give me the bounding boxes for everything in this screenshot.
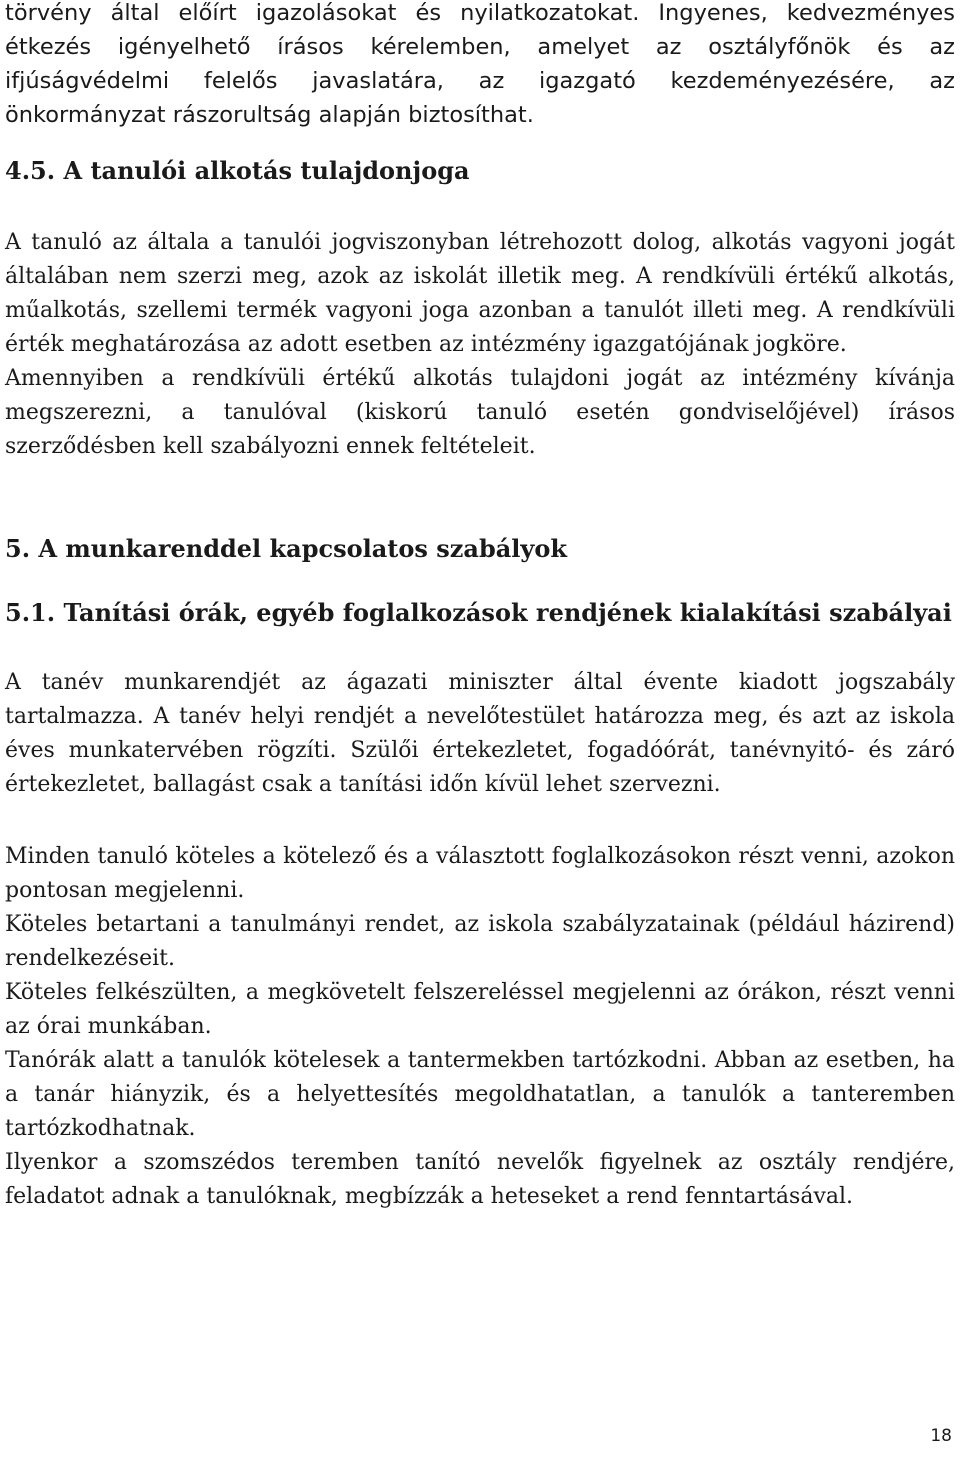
heading-5-1: 5.1. Tanítási órák, egyéb foglalkozások rendjének kialakítási szabályai	[5, 598, 952, 627]
paragraph-classroom-presence: Tanórák alatt a tanulók kötelesek a tantermekben tartózkodni. Abban az esetben, ha a tanár hiányzik, és a helyettesítés megoldhatatlan, a tanulók a tanteremben tartózkodhatnak.	[5, 1048, 955, 1141]
paragraph-study-rules: Köteles betartani a tanulmányi rendet, az iskola szabályzatainak (például házirend) rendelkezéseit.	[5, 912, 955, 971]
paragraph-ownership-contract: Amennyiben a rendkívüli értékű alkotás tulajdoni jogát az intézmény kívánja megszerezni, a tanulóval (kiskorú tanuló esetén gondviselőjével) írásos szerződésben kell szabályozni ennek feltételeit.	[5, 366, 955, 459]
page-number: 18	[930, 1426, 952, 1446]
paragraph-free-meals: törvény által előírt igazolásokat és nyilatkozatokat. Ingyenes, kedvezményes étkezés igényelhető írásos kérelemben, amelyet az osztályfőnök és az ifjúságvédelmi felelős javaslatára, az igazgató kezdeményezésére, az önkormányzat rászorultság alapján biztosíthat.	[5, 0, 955, 128]
heading-4-5: 4.5. A tanulói alkotás tulajdonjoga	[5, 156, 470, 185]
paragraph-student-work-rights: A tanuló az általa a tanulói jogviszonyban létrehozott dolog, alkotás vagyoni jogát általában nem szerzi meg, azok az iskolát illetik meg. A rendkívüli értékű alkotás, műalkotás, szellemi termék vagyoni joga azonban a tanulót illeti meg. A rendkívüli érték meghatározása az adott esetben az intézmény igazgatójának jogköre.	[5, 230, 955, 357]
paragraph-preparedness: Köteles felkészülten, a megkövetelt felszereléssel megjelenni az órákon, részt venni az órai munkában.	[5, 980, 955, 1039]
paragraph-neighbor-supervision: Ilyenkor a szomszédos teremben tanító nevelők figyelnek az osztály rendjére, feladatot adnak a tanulóknak, megbízzák a heteseket a rend fenntartásával.	[5, 1150, 955, 1209]
paragraph-school-year-schedule: A tanév munkarendjét az ágazati miniszter által évente kiadott jogszabály tartalmazza. A tanév helyi rendjét a nevelőtestület határozza meg, és azt az iskola éves munkatervében rögzíti. Szülői értekezletet, fogadóórát, tanévnyitó- és záró értekezletet, ballagást csak a tanítási időn kívül lehet szervezni.	[5, 670, 955, 797]
heading-5: 5. A munkarenddel kapcsolatos szabályok	[5, 534, 567, 563]
document-page	[5, 0, 955, 1214]
paragraph-attendance-obligation: Minden tanuló köteles a kötelező és a választott foglalkozásokon részt venni, azokon pontosan megjelenni.	[5, 844, 955, 903]
